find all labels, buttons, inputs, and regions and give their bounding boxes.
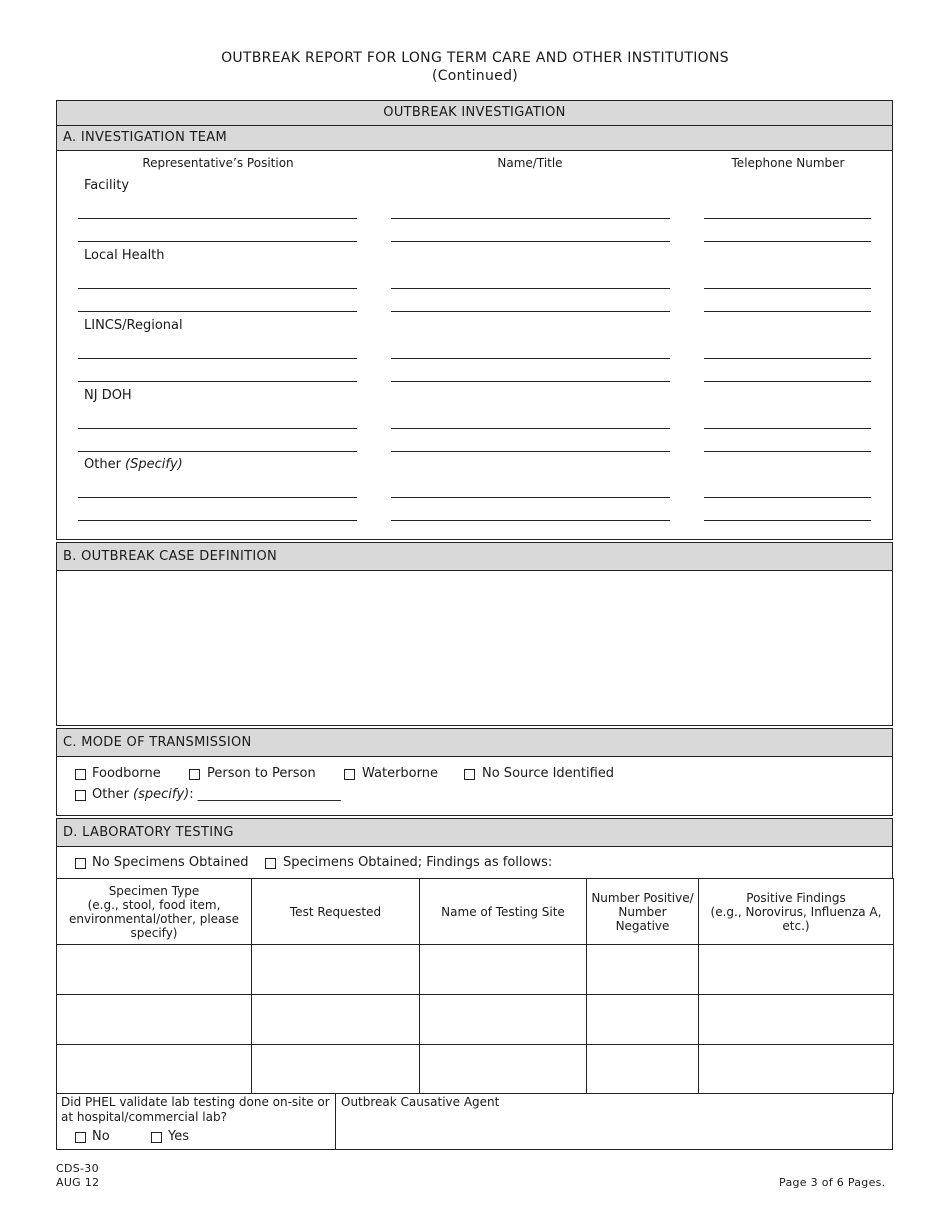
specimen-type-cell[interactable] [57,945,252,995]
no-source-identified-label: No Source Identified [482,766,615,781]
no-specimens-checkbox[interactable] [75,858,86,869]
form-code: CDS-30 [56,1162,99,1175]
lincs-name-field-2[interactable] [391,381,670,382]
other-transmission-label: Other (specify): ______________________ [92,787,341,802]
foodborne-checkbox[interactable] [75,769,86,780]
local-health-name-field[interactable] [391,288,670,289]
other-position-field[interactable] [78,497,357,498]
local-health-name-field-2[interactable] [391,311,670,312]
row-label-lincs-regional: LINCS/Regional [84,318,183,333]
foodborne-label: Foodborne [92,766,161,781]
column-header-testing-site: Name of Testing Site [420,879,587,945]
number-positive-negative-cell[interactable] [587,995,699,1045]
no-source-identified-checkbox[interactable] [464,769,475,780]
other-name-field[interactable] [391,497,670,498]
other-phone-field-2[interactable] [704,520,871,521]
other-name-field-2[interactable] [391,520,670,521]
nj-doh-phone-field-2[interactable] [704,451,871,452]
form-title: OUTBREAK REPORT FOR LONG TERM CARE AND OTHER INSTITUTIONS [221,50,729,66]
waterborne-checkbox[interactable] [344,769,355,780]
other-phone-field[interactable] [704,497,871,498]
facility-name-field[interactable] [391,218,670,219]
positive-findings-cell[interactable] [699,1045,894,1094]
phel-yes-label: Yes [168,1129,189,1144]
phel-yes-checkbox[interactable] [151,1132,162,1143]
phel-no-checkbox[interactable] [75,1132,86,1143]
column-header-number-positive-negative: Number Positive/ Number Negative [587,879,699,945]
lincs-phone-field-2[interactable] [704,381,871,382]
table-row [57,995,894,1045]
row-label-other: Other (Specify) [84,457,183,472]
lab-table-header-row [57,879,894,945]
testing-site-cell[interactable] [420,945,587,995]
local-health-position-field[interactable] [78,288,357,289]
test-requested-cell[interactable] [252,995,420,1045]
facility-name-field-2[interactable] [391,241,670,242]
row-label-nj-doh: NJ DOH [84,388,132,403]
lincs-position-field-2[interactable] [78,381,357,382]
local-health-phone-field-2[interactable] [704,311,871,312]
test-requested-cell[interactable] [252,945,420,995]
nj-doh-name-field-2[interactable] [391,451,670,452]
investigation-team-header: A. INVESTIGATION TEAM [57,126,892,151]
number-positive-negative-cell[interactable] [587,1045,699,1094]
causative-agent-field[interactable] [341,1112,886,1146]
other-transmission-field[interactable]: ______________________ [197,787,341,802]
page-number: Page 3 of 6 Pages. [779,1176,886,1189]
phel-question: Did PHEL validate lab testing done on-site or at hospital/commercial lab? [61,1095,330,1124]
nj-doh-position-field[interactable] [78,428,357,429]
form-subtitle: (Continued) [431,68,519,84]
laboratory-testing-header: D. LABORATORY TESTING [57,819,892,847]
row-label-other-specify: (Specify) [125,457,183,472]
table-row [57,945,894,995]
nj-doh-position-field-2[interactable] [78,451,357,452]
number-positive-negative-cell[interactable] [587,945,699,995]
specimens-obtained-label: Specimens Obtained; Findings as follows: [283,855,553,870]
other-position-field-2[interactable] [78,520,357,521]
case-definition-header: B. OUTBREAK CASE DEFINITION [57,543,892,571]
person-to-person-label: Person to Person [207,766,316,781]
test-requested-cell[interactable] [252,1045,420,1094]
person-to-person-checkbox[interactable] [189,769,200,780]
facility-position-field[interactable] [78,218,357,219]
causative-agent-label: Outbreak Causative Agent [341,1095,500,1109]
other-transmission-checkbox[interactable] [75,790,86,801]
column-header-specimen-type: Specimen Type (e.g., stool, food item, environmental/other, please specify) [57,879,252,945]
lincs-name-field[interactable] [391,358,670,359]
case-definition-section [56,542,893,726]
case-definition-textarea[interactable] [57,571,892,725]
nj-doh-phone-field[interactable] [704,428,871,429]
local-health-position-field-2[interactable] [78,311,357,312]
testing-site-cell[interactable] [420,1045,587,1094]
form-date: AUG 12 [56,1176,100,1189]
specimen-type-cell[interactable] [57,995,252,1045]
phel-no-label: No [92,1129,110,1144]
lincs-phone-field[interactable] [704,358,871,359]
mode-of-transmission-header: C. MODE OF TRANSMISSION [57,729,892,757]
facility-phone-field[interactable] [704,218,871,219]
no-specimens-label: No Specimens Obtained [92,855,249,870]
specimen-type-cell[interactable] [57,1045,252,1094]
positive-findings-cell[interactable] [699,945,894,995]
specimens-obtained-checkbox[interactable] [265,858,276,869]
facility-phone-field-2[interactable] [704,241,871,242]
column-header-name-title: Name/Title [497,156,563,170]
other-transmission-specify: (specify) [133,787,190,802]
lincs-position-field[interactable] [78,358,357,359]
waterborne-label: Waterborne [362,766,438,781]
row-label-facility: Facility [84,178,130,193]
outbreak-investigation-header: OUTBREAK INVESTIGATION [57,101,892,126]
nj-doh-name-field[interactable] [391,428,670,429]
column-header-test-requested: Test Requested [252,879,420,945]
column-header-position: Representative’s Position [142,156,294,170]
phel-divider [335,1093,336,1149]
column-header-positive-findings: Positive Findings (e.g., Norovirus, Influenza A, etc.) [699,879,894,945]
column-header-telephone: Telephone Number [731,156,845,170]
laboratory-testing-table [56,878,894,1094]
testing-site-cell[interactable] [420,995,587,1045]
local-health-phone-field[interactable] [704,288,871,289]
table-row [57,1045,894,1094]
facility-position-field-2[interactable] [78,241,357,242]
row-label-local-health: Local Health [84,248,165,263]
positive-findings-cell[interactable] [699,995,894,1045]
